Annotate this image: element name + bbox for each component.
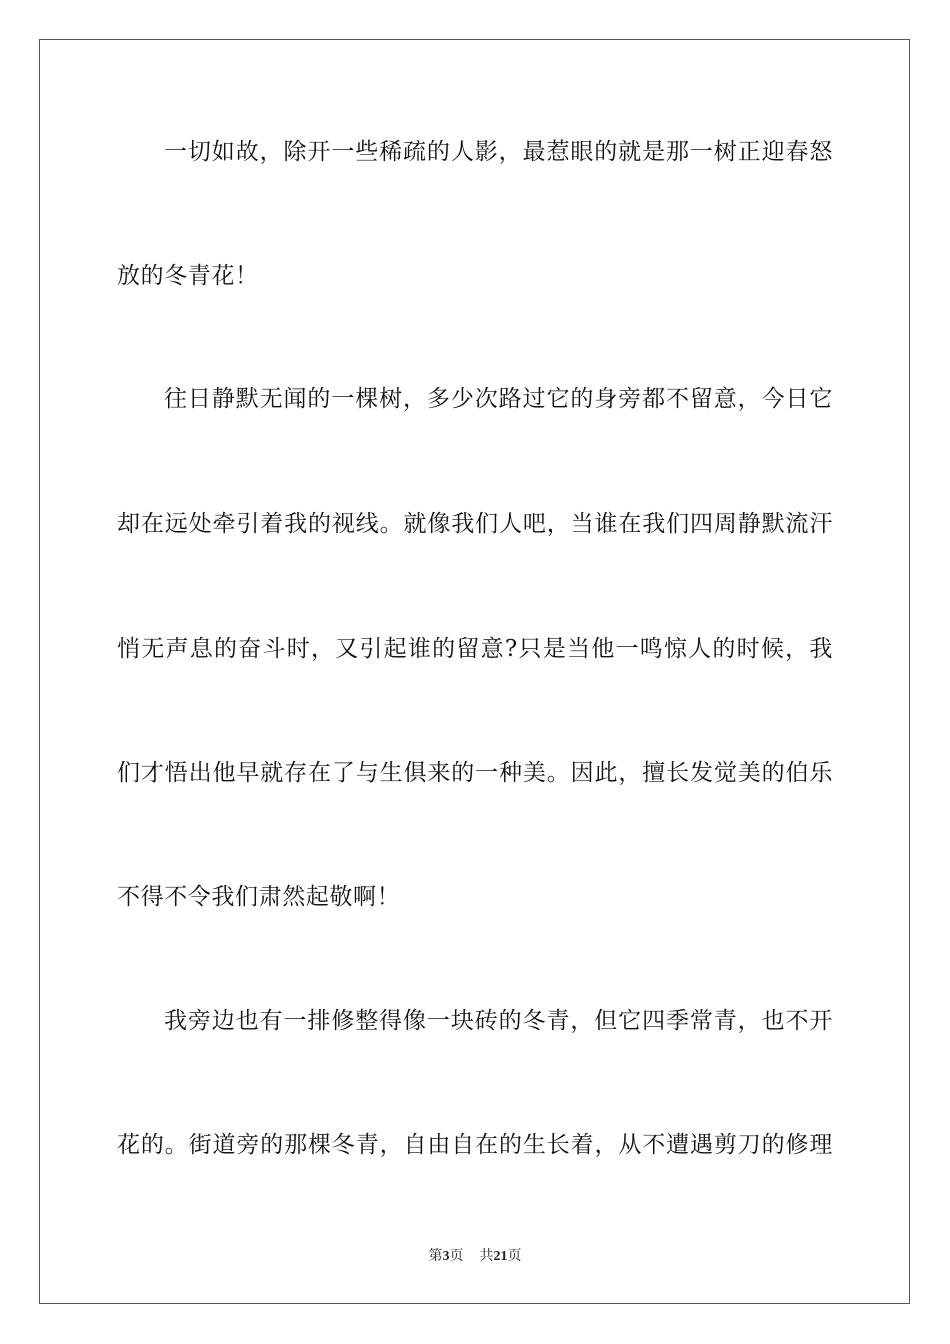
- total-suffix: 页: [507, 1248, 522, 1264]
- paragraph-2-line-3: 悄无声息的奋斗时，又引起谁的留意?只是当他一鸣惊人的时候，我: [117, 636, 833, 662]
- page-prefix: 第: [428, 1248, 443, 1264]
- paragraph-1-line-2: 放的冬青花！: [117, 263, 259, 289]
- paragraph-1-line-1: 一切如故，除开一些稀疏的人影，最惹眼的就是那一树正迎春怒: [164, 139, 833, 165]
- page-suffix: 页: [449, 1248, 464, 1264]
- page-frame: [39, 39, 910, 1304]
- paragraph-2-line-2: 却在远处牵引着我的视线。就像我们人吧，当谁在我们四周静默流汗: [117, 511, 833, 537]
- total-pages: 21: [493, 1249, 508, 1264]
- paragraph-3-line-1: 我旁边也有一排修整得像一块砖的冬青，但它四季常青，也不开: [164, 1008, 833, 1034]
- page-number: 3: [442, 1249, 450, 1264]
- paragraph-2-line-1: 往日静默无闻的一棵树，多少次路过它的身旁都不留意，今日它: [164, 386, 833, 412]
- paragraph-2-line-5: 不得不令我们肃然起敬啊！: [117, 884, 401, 910]
- total-prefix: 共: [479, 1248, 494, 1264]
- paragraph-2-line-4: 们才悟出他早就存在了与生俱来的一种美。因此，擅长发觉美的伯乐: [117, 760, 833, 786]
- paragraph-3-line-2: 花的。街道旁的那棵冬青，自由自在的生长着，从不遭遇剪刀的修理: [117, 1132, 833, 1158]
- page-footer: [0, 1246, 950, 1267]
